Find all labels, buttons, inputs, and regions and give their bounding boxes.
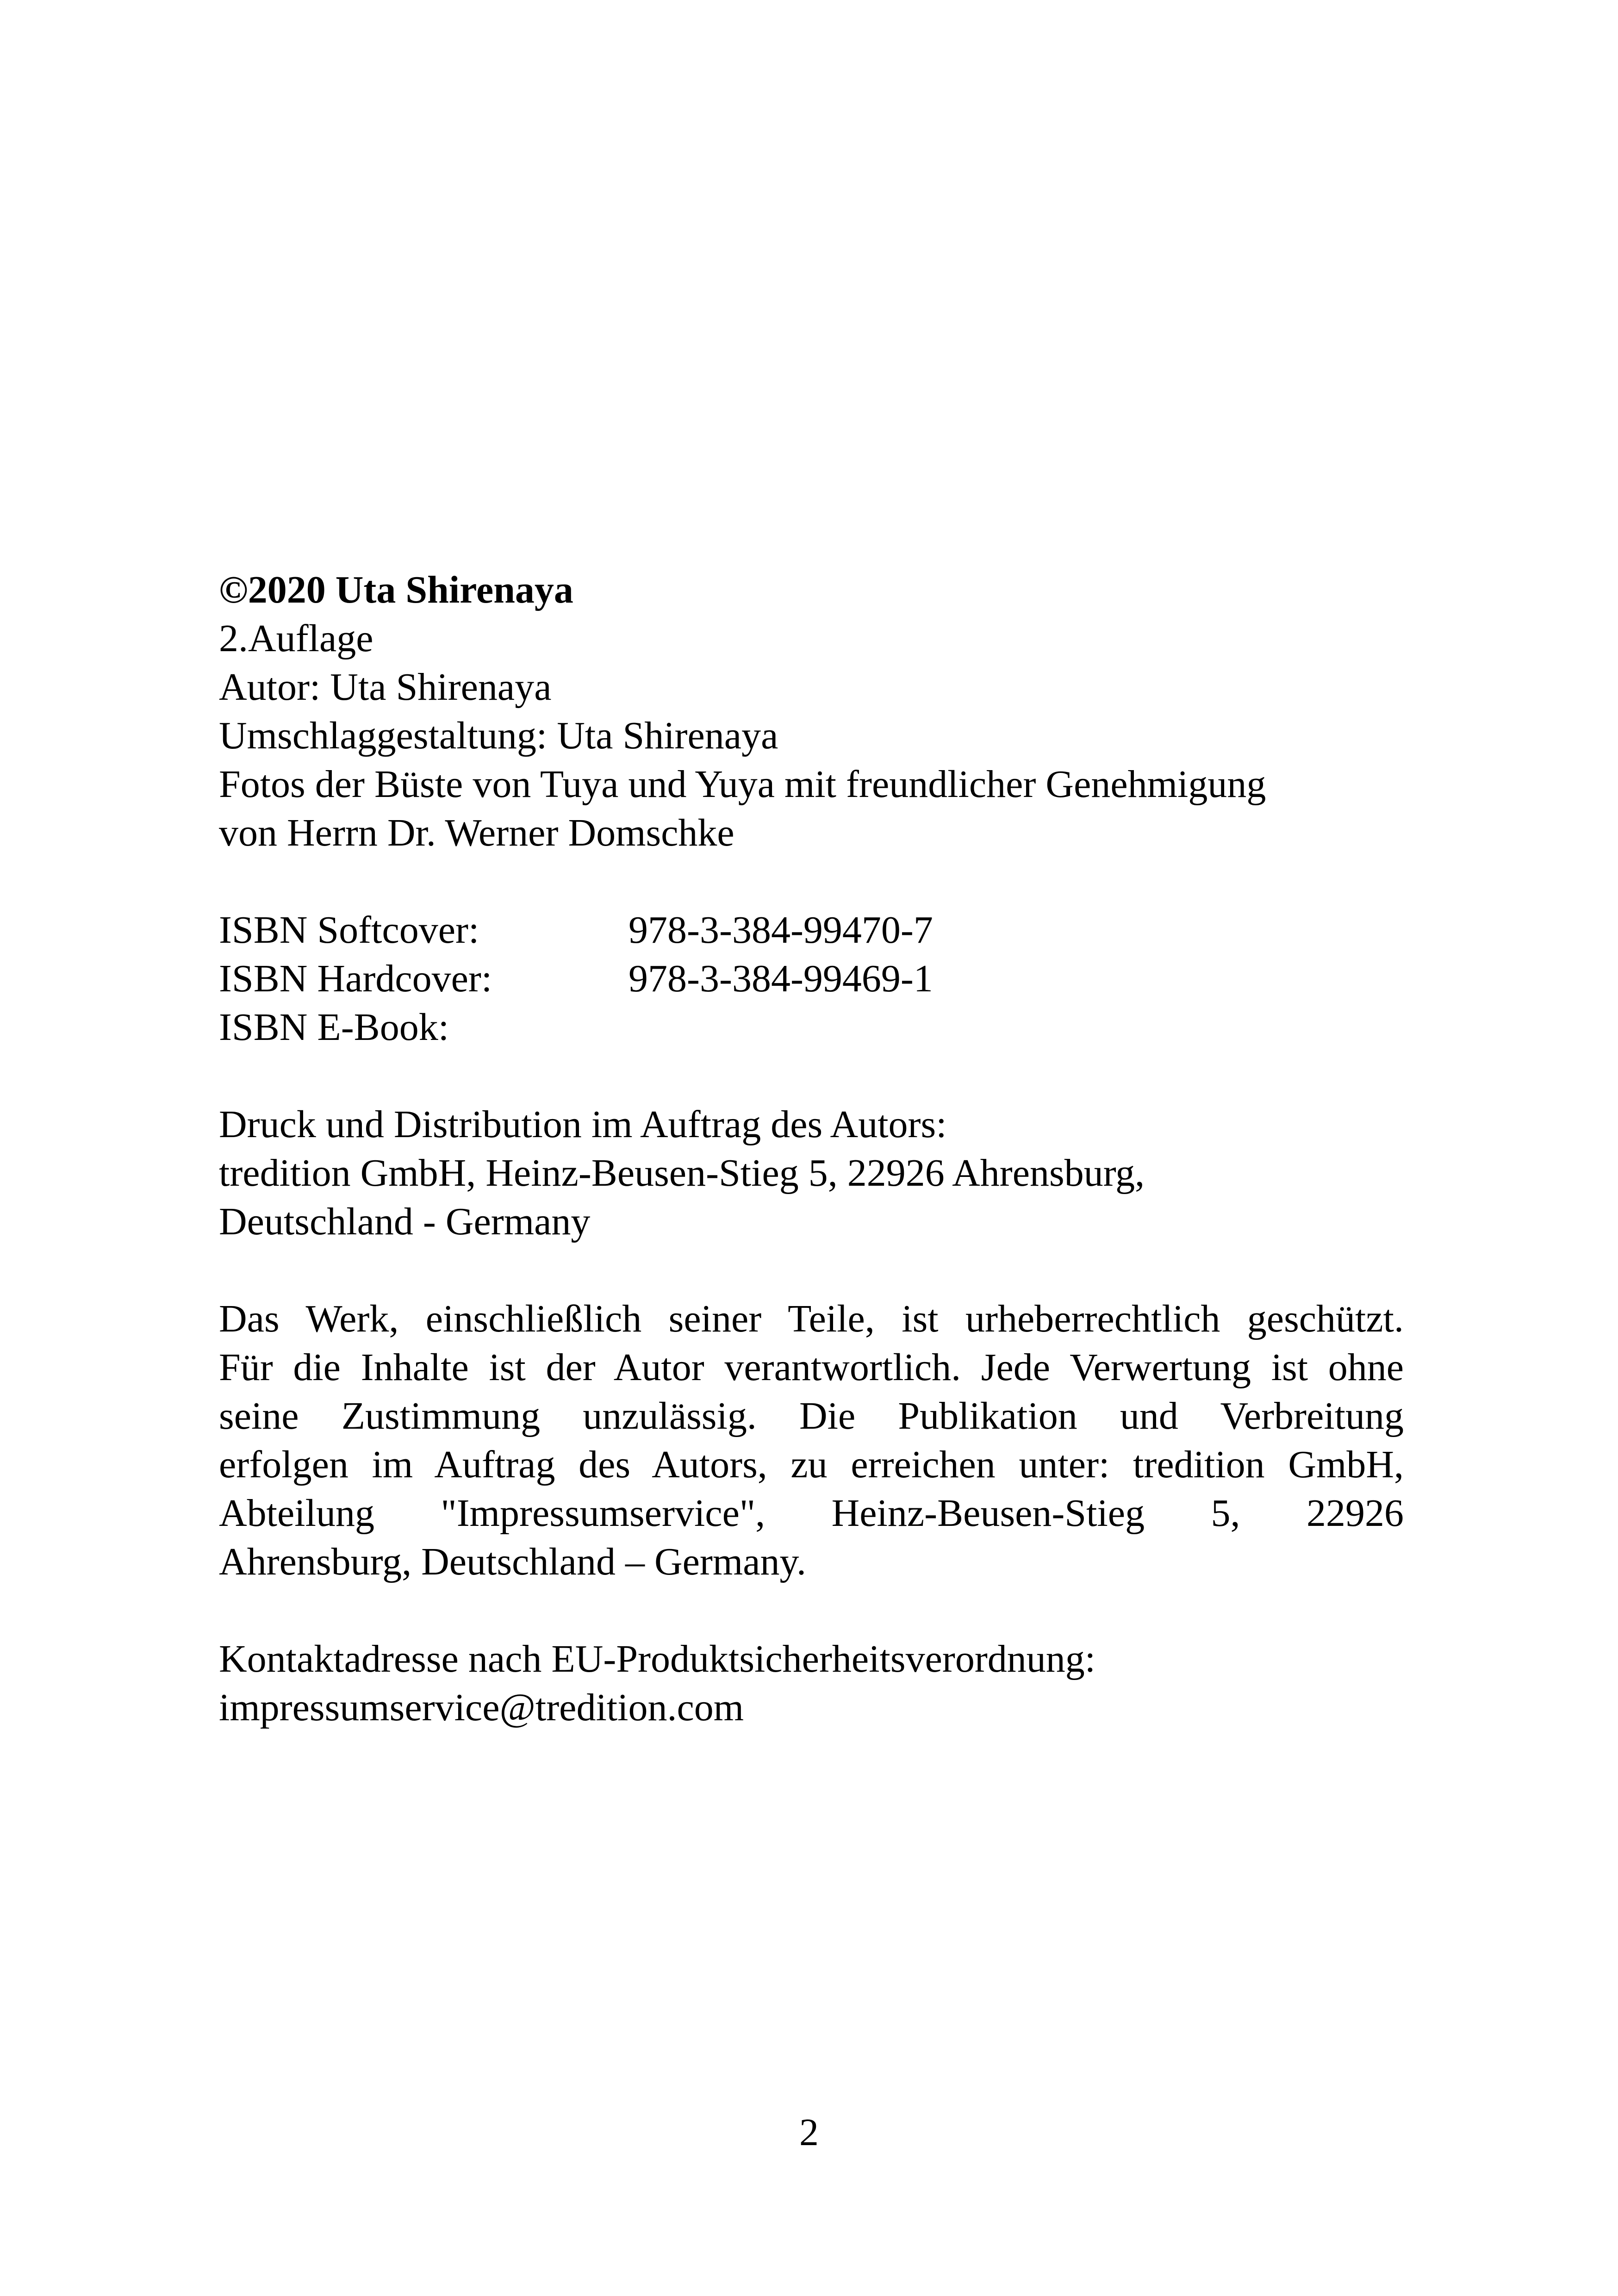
isbn-row-ebook — [219, 1003, 1404, 1052]
isbn-row-softcover — [219, 906, 1404, 954]
edition-line: 2.Auflage — [219, 617, 373, 660]
distribution-line-2: tredition GmbH, Heinz-Beusen-Stieg 5, 22926 Ahrensburg, — [219, 1151, 1145, 1195]
legal-line-6: Ahrensburg, Deutschland – Germany. — [219, 1540, 807, 1583]
isbn-value: 978-3-384-99469-1 — [629, 957, 933, 1000]
isbn-list — [219, 906, 1404, 1052]
page-number: 2 — [799, 2111, 819, 2154]
isbn-row-hardcover — [219, 954, 1404, 1003]
spacer — [219, 857, 1404, 906]
photo-credit-line-2: von Herrn Dr. Werner Domschke — [219, 811, 734, 854]
isbn-label: ISBN Softcover: — [219, 908, 479, 952]
cover-design-line: Umschlaggestaltung: Uta Shirenaya — [219, 714, 778, 757]
legal-notice — [219, 1294, 1404, 1586]
spacer — [219, 1052, 1404, 1100]
photo-credit-line-1: Fotos der Büste von Tuya und Yuya mit freundlicher Genehmigung — [219, 763, 1266, 806]
isbn-value: 978-3-384-99470-7 — [629, 908, 933, 952]
author-line: Autor: Uta Shirenaya — [219, 666, 552, 709]
isbn-label: ISBN E-Book: — [219, 1006, 449, 1049]
isbn-label: ISBN Hardcover: — [219, 957, 492, 1000]
spacer — [219, 1586, 1404, 1635]
distribution-line-1: Druck und Distribution im Auftrag des Autors: — [219, 1103, 947, 1146]
legal-line-1: Das Werk, einschließlich seiner Teile, ist urheberrechtlich geschützt. — [219, 1297, 1404, 1340]
spacer — [219, 1246, 1404, 1294]
legal-line-3: seine Zustimmung unzulässig. Die Publikation und Verbreitung — [219, 1394, 1404, 1437]
legal-line-5: Abteilung "Impressumservice", Heinz-Beusen-Stieg 5, 22926 — [219, 1492, 1404, 1535]
contact-line-1: Kontaktadresse nach EU-Produktsicherheitsverordnung: — [219, 1637, 1096, 1680]
contact-email: impressumservice@tredition.com — [219, 1686, 744, 1729]
copyright-line: ©2020 Uta Shirenaya — [219, 568, 573, 611]
legal-line-4: erfolgen im Auftrag des Autors, zu erreichen unter: tredition GmbH, — [219, 1443, 1404, 1486]
imprint-block — [219, 566, 1404, 1732]
legal-line-2: Für die Inhalte ist der Autor verantwortlich. Jede Verwertung ist ohne — [219, 1346, 1404, 1389]
distribution-line-3: Deutschland - Germany — [219, 1200, 591, 1243]
